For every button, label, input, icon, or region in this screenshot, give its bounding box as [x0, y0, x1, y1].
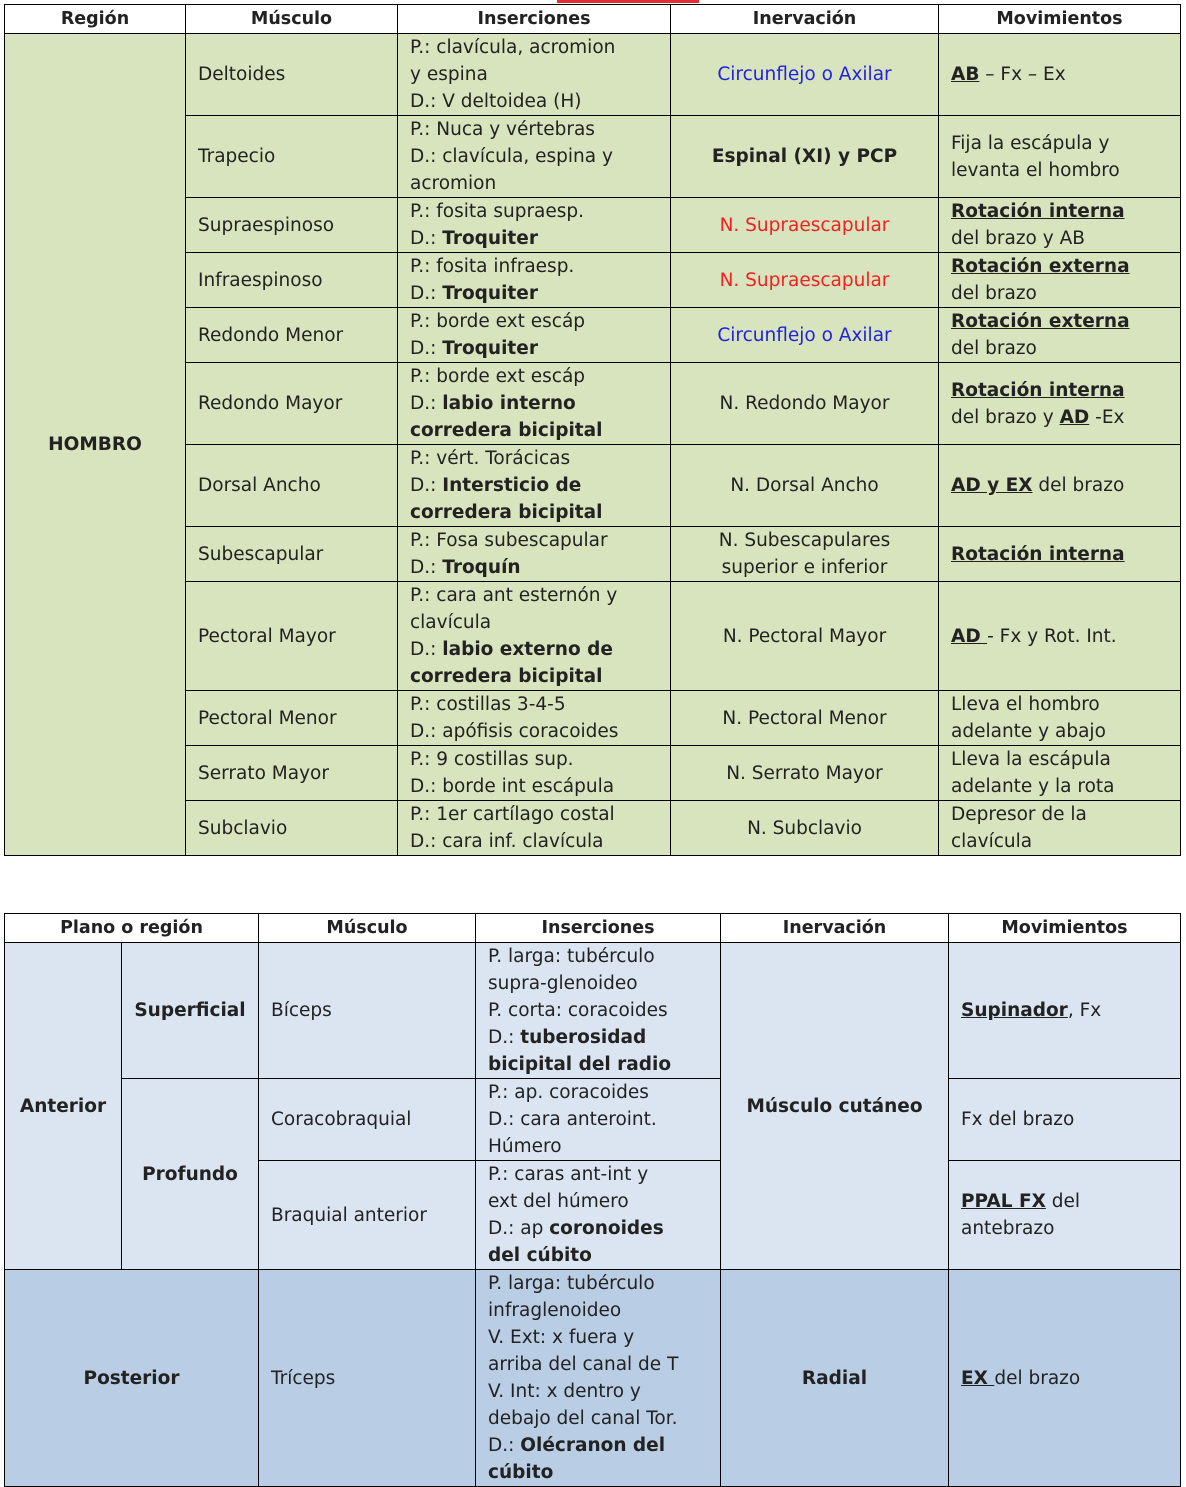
- plain-text: Fija la escápula y: [951, 132, 1110, 154]
- plain-text: V. Int: x dentro y: [488, 1381, 641, 1402]
- underlined-term: Rotación interna: [951, 201, 1125, 222]
- text-line: [961, 1215, 1168, 1242]
- text-line: [951, 225, 1168, 252]
- plain-text: D.:: [488, 1027, 521, 1048]
- plain-text: del: [1045, 1191, 1081, 1212]
- plain-text: del brazo: [994, 1367, 1081, 1389]
- text-line: [488, 1459, 708, 1486]
- plain-text: adelante y la rota: [951, 776, 1115, 797]
- innervation-cell: Circunflejo o Axilar: [671, 308, 939, 363]
- header-muscle: Músculo: [186, 5, 398, 34]
- bold-text: corredera bicipital: [410, 420, 603, 441]
- movements-cell: [939, 308, 1181, 363]
- text-line: [410, 636, 658, 663]
- insertions-cell: [476, 943, 721, 1079]
- text-line: [488, 1079, 708, 1106]
- arm-muscles-table: [4, 913, 1181, 1487]
- innervation-cell: N. Dorsal Ancho: [671, 445, 939, 527]
- text-line: [410, 718, 658, 745]
- subplane-profundo: Profundo: [122, 1079, 259, 1270]
- insertions-cell: [398, 527, 671, 582]
- underlined-term: AD: [951, 625, 988, 647]
- movements-cell: [939, 198, 1181, 253]
- text-line: [961, 1365, 1168, 1392]
- text-line: [951, 377, 1168, 404]
- underlined-term: AD y EX: [951, 475, 1033, 496]
- innervation-cell: N. Supraescapular: [671, 253, 939, 308]
- bold-text: labio interno: [442, 393, 576, 414]
- text-line: [488, 1106, 708, 1133]
- plain-text: P. larga: tubérculo: [488, 946, 655, 967]
- movements-cell: [939, 746, 1181, 801]
- text-line: [410, 663, 658, 690]
- muscle-name: Tríceps: [259, 1270, 476, 1487]
- plain-text: – Fx – Ex: [979, 64, 1066, 85]
- plain-text: P.: borde ext escáp: [410, 366, 586, 387]
- text-line: [410, 609, 658, 636]
- plain-text: - Fx y Rot. Int.: [987, 625, 1117, 647]
- insertions-cell: [398, 34, 671, 116]
- muscle-name: Subclavio: [186, 801, 398, 856]
- text-line: [410, 61, 658, 88]
- bold-text: bicipital del radio: [488, 1054, 672, 1075]
- plain-text: D.:: [410, 338, 443, 359]
- text-line: [410, 472, 658, 499]
- text-line: N. Subescapulares: [718, 530, 891, 551]
- text-line: [488, 1051, 708, 1078]
- underlined-term: Supinador: [961, 1000, 1068, 1021]
- movements-cell: [939, 527, 1181, 582]
- underlined-term: AD: [1059, 406, 1090, 428]
- bold-text: Olécranon del: [520, 1435, 666, 1456]
- text-line: [410, 828, 658, 855]
- text-line: [951, 718, 1168, 745]
- text-line: [951, 253, 1168, 280]
- insertions-cell: [398, 801, 671, 856]
- bold-text: del cúbito: [488, 1245, 592, 1266]
- plain-text: P.: Nuca y vértebras: [410, 119, 595, 140]
- muscle-name: Coracobraquial: [259, 1079, 476, 1161]
- text-line: [410, 34, 658, 61]
- movements-cell: [939, 801, 1181, 856]
- table-row: [5, 34, 1181, 116]
- plain-text: Fx del brazo: [961, 1109, 1075, 1130]
- text-line: [488, 1378, 708, 1405]
- plain-text: P.: costillas 3-4-5: [410, 694, 566, 715]
- top-red-underline: [557, 0, 699, 3]
- text-line: [488, 1297, 708, 1324]
- insertions-cell: [398, 582, 671, 691]
- header-muscle: Músculo: [259, 914, 476, 943]
- subplane-superficial: Superficial: [122, 943, 259, 1079]
- text-line: [488, 1161, 708, 1188]
- movements-cell: [939, 582, 1181, 691]
- header-movements: Movimientos: [939, 5, 1181, 34]
- text-line: [410, 746, 658, 773]
- plain-text: del brazo: [951, 338, 1037, 359]
- text-line: [951, 828, 1168, 855]
- plain-text: Lleva el hombro: [951, 694, 1100, 715]
- underlined-term: Rotación interna: [951, 543, 1125, 565]
- text-line: [410, 88, 658, 115]
- plain-text: debajo del canal Tor.: [488, 1408, 678, 1429]
- text-line: [488, 1324, 708, 1351]
- innervation-posterior: Radial: [721, 1270, 949, 1487]
- text-line: [488, 943, 708, 970]
- plain-text: P.: cara ant esternón y: [410, 585, 618, 606]
- movements-cell: [939, 253, 1181, 308]
- text-line: [488, 1405, 708, 1432]
- text-line: [410, 773, 658, 800]
- insertions-cell: [476, 1270, 721, 1487]
- plain-text: V. Ext: x fuera y: [488, 1327, 635, 1348]
- shoulder-muscles-table: [4, 4, 1181, 856]
- underlined-term: Rotación externa: [951, 311, 1130, 332]
- plain-text: D.: cara anteroint.: [488, 1109, 657, 1130]
- movements-cell: [949, 943, 1181, 1079]
- text-line: [951, 773, 1168, 800]
- plain-text: D.: cara inf. clavícula: [410, 831, 604, 852]
- muscle-name: Deltoides: [186, 34, 398, 116]
- insertions-cell: [398, 198, 671, 253]
- movements-cell: [949, 1270, 1181, 1487]
- muscle-name: Braquial anterior: [259, 1161, 476, 1270]
- bold-text: Troquín: [442, 557, 521, 578]
- header-movements: Movimientos: [949, 914, 1181, 943]
- plain-text: antebrazo: [961, 1218, 1055, 1239]
- plain-text: adelante y abajo: [951, 721, 1106, 742]
- plain-text: acromion: [410, 173, 497, 194]
- text-line: [410, 363, 658, 390]
- muscle-name: Pectoral Menor: [186, 691, 398, 746]
- text-line: [951, 335, 1168, 362]
- underlined-term: Rotación externa: [951, 256, 1130, 277]
- plain-text: del brazo y AB: [951, 228, 1085, 249]
- text-line: [951, 280, 1168, 307]
- plain-text: D.: clavícula, espina y: [410, 146, 613, 167]
- underlined-term: AB: [951, 64, 980, 85]
- text-line: [410, 527, 658, 554]
- text-line: [488, 1133, 708, 1160]
- text-line: [951, 157, 1168, 184]
- plain-text: del brazo y: [951, 406, 1060, 428]
- underlined-term: PPAL FX: [961, 1191, 1046, 1212]
- muscle-name: Bíceps: [259, 943, 476, 1079]
- movements-cell: [939, 116, 1181, 198]
- table-row-coracobraquial: [5, 1079, 1181, 1161]
- plain-text: P.: 1er cartílago costal: [410, 804, 615, 825]
- innervation-cell: Espinal (XI) y PCP: [671, 116, 939, 198]
- text-line: [951, 746, 1168, 773]
- text-line: [488, 1242, 708, 1269]
- innervation-anterior: Músculo cutáneo: [721, 943, 949, 1270]
- text-line: [951, 801, 1168, 828]
- text-line: [488, 997, 708, 1024]
- movements-cell: [939, 445, 1181, 527]
- insertions-cell: [476, 1161, 721, 1270]
- plain-text: P.: fosita infraesp.: [410, 256, 575, 277]
- plain-text: arriba del canal de T: [488, 1354, 679, 1375]
- text-line: [410, 280, 658, 307]
- region-hombro: HOMBRO: [5, 34, 186, 856]
- plane-posterior: Posterior: [5, 1270, 259, 1487]
- text-line: [488, 1215, 708, 1242]
- plain-text: Húmero: [488, 1136, 562, 1157]
- plain-text: D.:: [410, 639, 443, 660]
- movements-cell: [949, 1161, 1181, 1270]
- text-line: [951, 472, 1168, 499]
- text-line: [410, 170, 658, 197]
- plain-text: D.: ap: [488, 1218, 550, 1239]
- underlined-term: Rotación interna: [951, 379, 1125, 401]
- text-line: [410, 390, 658, 417]
- bold-text: Troquiter: [442, 283, 538, 304]
- text-line: [410, 554, 658, 581]
- movements-cell: [939, 691, 1181, 746]
- innervation-cell: N. Redondo Mayor: [671, 363, 939, 445]
- plain-text: D.:: [410, 557, 443, 578]
- table-row-biceps: [5, 943, 1181, 1079]
- plane-anterior: Anterior: [5, 943, 122, 1270]
- innervation-cell: [671, 527, 939, 582]
- plain-text: D.:: [410, 283, 443, 304]
- text-line: [488, 1024, 708, 1051]
- muscle-name: Trapecio: [186, 116, 398, 198]
- header-insertions: Inserciones: [476, 914, 721, 943]
- insertions-cell: [398, 691, 671, 746]
- text-line: [410, 308, 658, 335]
- text-line: [951, 198, 1168, 225]
- plain-text: del brazo: [951, 283, 1037, 304]
- text-line: [951, 308, 1168, 335]
- insertions-cell: [476, 1079, 721, 1161]
- plain-text: y espina: [410, 64, 488, 85]
- text-line: [410, 225, 658, 252]
- text-line: [410, 691, 658, 718]
- plain-text: P.: fosita supraesp.: [410, 201, 585, 222]
- text-line: [488, 1432, 708, 1459]
- plain-text: levanta el hombro: [951, 159, 1120, 181]
- plain-text: P.: borde ext escáp: [410, 311, 586, 332]
- text-line: [488, 970, 708, 997]
- muscle-name: Redondo Menor: [186, 308, 398, 363]
- muscle-name: Infraespinoso: [186, 253, 398, 308]
- plain-text: del brazo: [1032, 475, 1125, 496]
- plain-text: D.: V deltoidea (H): [410, 91, 582, 112]
- text-line: [951, 623, 1168, 650]
- plain-text: , Fx: [1067, 1000, 1102, 1021]
- text-line: [951, 691, 1168, 718]
- insertions-cell: [398, 308, 671, 363]
- plain-text: Lleva la escápula: [951, 749, 1111, 770]
- innervation-cell: N. Pectoral Menor: [671, 691, 939, 746]
- bold-text: Intersticio de: [442, 475, 582, 496]
- header-region: Región: [5, 5, 186, 34]
- plain-text: D.: borde int escápula: [410, 776, 615, 797]
- text-line: superior e inferior: [721, 557, 888, 578]
- bold-text: cúbito: [488, 1462, 554, 1483]
- plain-text: P.: Fosa subescapular: [410, 530, 608, 551]
- plain-text: D.:: [410, 393, 443, 414]
- plain-text: clavícula: [951, 831, 1033, 852]
- table-row-triceps: [5, 1270, 1181, 1487]
- text-line: [410, 445, 658, 472]
- muscle-name: Serrato Mayor: [186, 746, 398, 801]
- text-line: [410, 801, 658, 828]
- text-line: [410, 499, 658, 526]
- plain-text: P.: 9 costillas sup.: [410, 749, 574, 770]
- header-plane-region: Plano o región: [5, 914, 259, 943]
- bold-text: Troquiter: [442, 228, 538, 249]
- innervation-cell: N. Pectoral Mayor: [671, 582, 939, 691]
- text-line: [410, 582, 658, 609]
- plain-text: D.: apófisis coracoides: [410, 721, 619, 742]
- plain-text: D.:: [410, 228, 443, 249]
- plain-text: infraglenoideo: [488, 1300, 622, 1321]
- underlined-term: EX: [961, 1367, 995, 1389]
- plain-text: supra-glenoideo: [488, 973, 638, 994]
- plain-text: D.:: [488, 1435, 521, 1456]
- text-line: [410, 253, 658, 280]
- plain-text: P.: ap. coracoides: [488, 1082, 649, 1103]
- bold-text: corredera bicipital: [410, 502, 603, 523]
- movements-cell: [939, 363, 1181, 445]
- muscle-name: Supraespinoso: [186, 198, 398, 253]
- text-line: [951, 130, 1168, 157]
- plain-text: clavícula: [410, 612, 492, 633]
- bold-text: tuberosidad: [520, 1027, 647, 1048]
- text-line: [951, 404, 1168, 431]
- text-line: [410, 417, 658, 444]
- table2-header-row: [5, 914, 1181, 943]
- text-line: [488, 1351, 708, 1378]
- bold-text: corredera bicipital: [410, 666, 603, 687]
- plain-text: P. larga: tubérculo: [488, 1273, 655, 1294]
- insertions-cell: [398, 445, 671, 527]
- muscle-name: Dorsal Ancho: [186, 445, 398, 527]
- text-line: [488, 1188, 708, 1215]
- text-line: [410, 143, 658, 170]
- innervation-cell: N. Supraescapular: [671, 198, 939, 253]
- muscle-name: Pectoral Mayor: [186, 582, 398, 691]
- plain-text: Depresor de la: [951, 804, 1087, 825]
- innervation-cell: N. Subclavio: [671, 801, 939, 856]
- plain-text: ext del húmero: [488, 1191, 629, 1212]
- text-line: [951, 61, 1168, 88]
- bold-text: coronoides: [549, 1218, 664, 1239]
- text-line: [410, 198, 658, 225]
- insertions-cell: [398, 116, 671, 198]
- plain-text: P. corta: coracoides: [488, 1000, 668, 1021]
- movements-cell: [949, 1079, 1181, 1161]
- muscle-name: Subescapular: [186, 527, 398, 582]
- insertions-cell: [398, 253, 671, 308]
- bold-text: labio externo de: [442, 639, 613, 660]
- bold-text: Troquiter: [442, 338, 538, 359]
- header-insertions: Inserciones: [398, 5, 671, 34]
- insertions-cell: [398, 746, 671, 801]
- text-line: [961, 1188, 1168, 1215]
- insertions-cell: [398, 363, 671, 445]
- text-line: [410, 116, 658, 143]
- text-line: [488, 1270, 708, 1297]
- header-innervation: Inervación: [671, 5, 939, 34]
- innervation-cell: Circunflejo o Axilar: [671, 34, 939, 116]
- table1-header-row: [5, 5, 1181, 34]
- plain-text: P.: clavícula, acromion: [410, 37, 616, 58]
- header-innervation: Inervación: [721, 914, 949, 943]
- movements-cell: [939, 34, 1181, 116]
- text-line: [961, 1106, 1168, 1133]
- plain-text: P.: caras ant-int y: [488, 1164, 649, 1185]
- text-line: [410, 335, 658, 362]
- muscle-name: Redondo Mayor: [186, 363, 398, 445]
- innervation-cell: N. Serrato Mayor: [671, 746, 939, 801]
- text-line: [951, 541, 1168, 568]
- text-line: [961, 997, 1168, 1024]
- plain-text: -Ex: [1089, 406, 1125, 428]
- plain-text: D.:: [410, 475, 443, 496]
- plain-text: P.: vért. Torácicas: [410, 448, 571, 469]
